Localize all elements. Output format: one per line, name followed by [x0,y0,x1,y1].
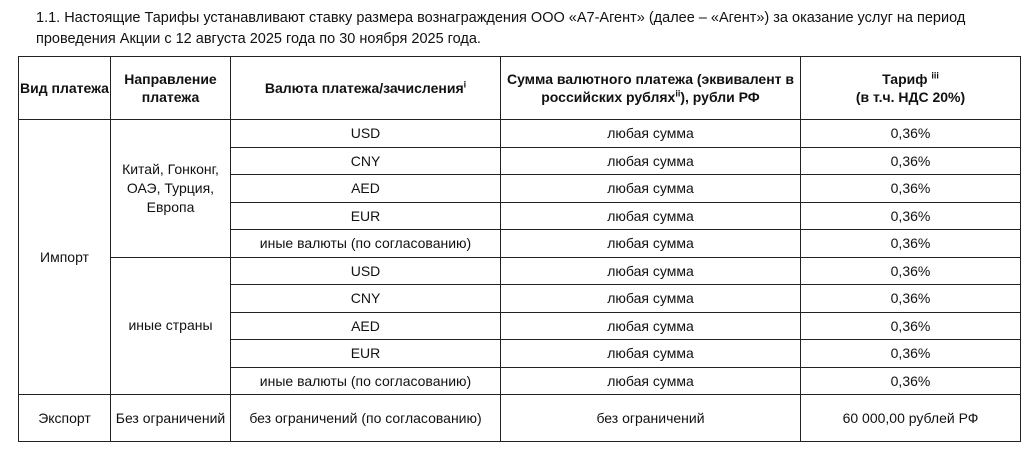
tariff-cell: 0,36% [801,340,1021,368]
amount-cell: любая сумма [501,312,801,340]
header-direction: Направление платежа [111,57,231,120]
header-currency-label: Валюта платежа/зачисления [264,80,464,96]
amount-cell: любая сумма [501,230,801,258]
currency-cell: EUR [231,340,501,368]
currency-cell: иные валюты (по согласованию) [231,230,501,258]
header-tariff-label-b: (в т.ч. НДС 20%) [855,89,966,105]
tariff-cell: 0,36% [801,257,1021,285]
tariff-cell: 0,36% [801,147,1021,175]
direction-group-1: Китай, Гонконг, ОАЭ, Турция, Европа [111,120,231,258]
header-row [19,57,1021,120]
currency-cell: CNY [231,147,501,175]
footnote-ii: ii [675,88,681,99]
amount-cell: любая сумма [501,202,801,230]
amount-cell: любая сумма [501,367,801,395]
payment-type-import: Импорт [19,120,111,395]
amount-cell: любая сумма [501,285,801,313]
currency-cell: AED [231,175,501,203]
currency-cell: USD [231,257,501,285]
footnote-i: i [463,79,467,90]
currency-cell: CNY [231,285,501,313]
header-tariff [801,57,1021,120]
tariff-cell: 60 000,00 рублей РФ [801,395,1021,442]
amount-cell: любая сумма [501,340,801,368]
amount-cell: любая сумма [501,120,801,148]
tariff-cell: 0,36% [801,230,1021,258]
currency-cell: EUR [231,202,501,230]
direction-export: Без ограничений [111,395,231,442]
currency-cell: иные валюты (по согласованию) [231,367,501,395]
header-amount-label-a: Сумма валютного платежа (эквивалент в российских рублях [506,71,795,105]
amount-cell: любая сумма [501,175,801,203]
tariff-table [18,56,1021,442]
tariff-cell: 0,36% [801,285,1021,313]
header-amount [501,57,801,120]
amount-cell: любая сумма [501,257,801,285]
amount-cell: любая сумма [501,147,801,175]
currency-cell: AED [231,312,501,340]
tariff-cell: 0,36% [801,312,1021,340]
tariff-cell: 0,36% [801,120,1021,148]
intro-paragraph: 1.1. Настоящие Тарифы устанавливают ставку размера вознаграждения ООО «А7-Агент» (далее – «Агент») за оказание услуг на период проведения Акции с 12 августа 2025 года по 30 ноября 2025 года. [36,10,966,47]
footnote-iii: iii [931,70,939,81]
payment-type-export: Экспорт [19,395,111,442]
table-row [19,257,1021,285]
amount-cell: без ограничений [501,395,801,442]
currency-cell: USD [231,120,501,148]
header-amount-label-b: ), рубли РФ [680,89,760,105]
header-currency [231,57,501,120]
header-payment-type: Вид платежа [19,57,111,120]
table-row-export [19,395,1021,442]
header-tariff-label-a: Тариф [882,71,928,87]
tariff-cell: 0,36% [801,202,1021,230]
tariff-cell: 0,36% [801,175,1021,203]
direction-group-2: иные страны [111,257,231,395]
table-row [19,120,1021,148]
tariff-cell: 0,36% [801,367,1021,395]
currency-cell: без ограничений (по согласованию) [231,395,501,442]
